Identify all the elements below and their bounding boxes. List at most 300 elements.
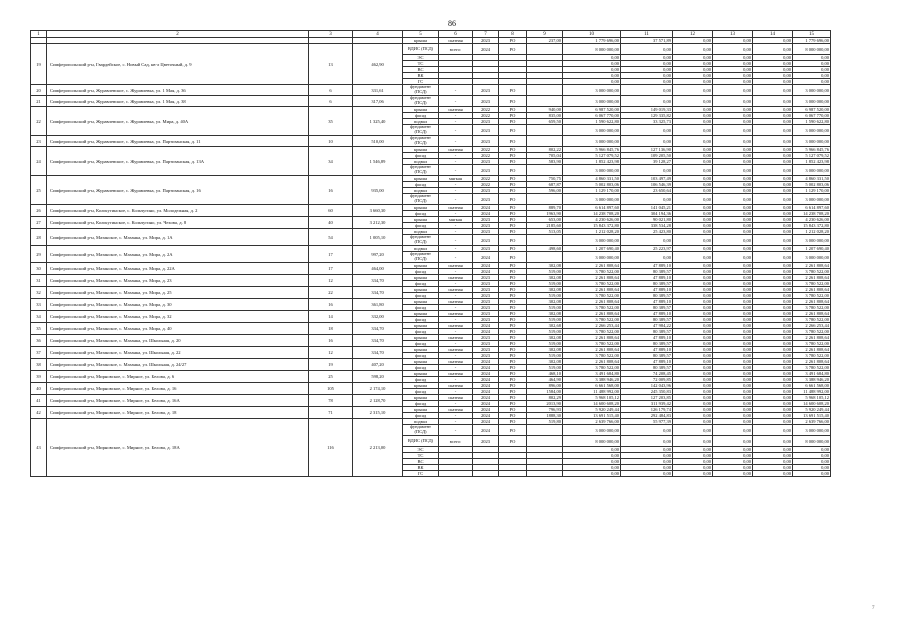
table-cell: 2024 bbox=[473, 211, 499, 217]
table-cell: 0,00 bbox=[673, 347, 713, 353]
work-type-cell: ВДИС (ПСД) bbox=[403, 44, 439, 55]
table-cell: 8 000 000,00 bbox=[793, 436, 831, 447]
table-cell: 0,00 bbox=[713, 147, 753, 153]
work-type-cell: ЭС bbox=[403, 55, 439, 61]
table-cell: 0,00 bbox=[753, 317, 793, 323]
table-cell: 0,00 bbox=[753, 147, 793, 153]
table-cell: 0,00 bbox=[713, 211, 753, 217]
table-cell: 237,00 bbox=[527, 38, 563, 44]
table-cell: 0,00 bbox=[753, 383, 793, 389]
table-cell: РО bbox=[499, 335, 527, 341]
table-cell: 498,60 bbox=[527, 246, 563, 252]
table-cell: 0,00 bbox=[753, 269, 793, 275]
table-cell bbox=[527, 96, 563, 107]
table-cell: - bbox=[439, 252, 473, 263]
table-cell: 2023 bbox=[473, 299, 499, 305]
table-cell: 0,00 bbox=[713, 436, 753, 447]
table-cell: 519,00 bbox=[527, 317, 563, 323]
table-cell: 80 389,57 bbox=[621, 329, 673, 335]
table-cell: 0,00 bbox=[673, 305, 713, 311]
table-cell: 0,00 bbox=[713, 263, 753, 269]
table-cell: 0,00 bbox=[713, 419, 753, 425]
row-number: 25 bbox=[31, 176, 47, 205]
table-cell: 0,00 bbox=[753, 96, 793, 107]
table-cell: 3 491 684,80 bbox=[793, 371, 831, 377]
col3-cell: 16 bbox=[309, 335, 353, 347]
capital-repair-table bbox=[30, 30, 831, 477]
table-cell: 2 261 808,64 bbox=[563, 275, 621, 281]
table-cell: 0,00 bbox=[621, 235, 673, 246]
table-cell: всего: bbox=[439, 436, 473, 447]
work-type-cell: крыша bbox=[403, 287, 439, 293]
area-cell: 1 325,40 bbox=[353, 107, 403, 136]
table-cell: 5 968 105,12 bbox=[563, 395, 621, 401]
table-cell: 0,00 bbox=[673, 67, 713, 73]
table-cell: 5 966 845,76 bbox=[563, 147, 621, 153]
area-cell: 1 005,10 bbox=[353, 229, 403, 246]
work-type-cell: подвал bbox=[403, 159, 439, 165]
table-cell: 0,00 bbox=[673, 471, 713, 477]
work-type-cell: крыша bbox=[403, 347, 439, 353]
table-cell: 0,00 bbox=[753, 413, 793, 419]
table-cell: РО bbox=[499, 395, 527, 401]
table-cell: 0,00 bbox=[753, 347, 793, 353]
work-type-cell: фасад bbox=[403, 182, 439, 188]
table-cell: РО bbox=[499, 113, 527, 119]
table-cell: 0,00 bbox=[713, 85, 753, 96]
table-cell: 2024 bbox=[473, 413, 499, 419]
table-cell: 4 860 331,50 bbox=[563, 176, 621, 182]
table-cell: 0,00 bbox=[713, 223, 753, 229]
table-cell: 80 389,57 bbox=[621, 281, 673, 287]
table-cell: 0,00 bbox=[753, 305, 793, 311]
table-cell: 2023 bbox=[473, 347, 499, 353]
table-cell: 0,00 bbox=[713, 413, 753, 419]
table-cell: 292 484,83 bbox=[621, 413, 673, 419]
table-cell: 8 000 000,00 bbox=[563, 44, 621, 55]
table-cell: 3 388 946,20 bbox=[793, 377, 831, 383]
table-cell: 3 000 000,00 bbox=[793, 194, 831, 205]
table-cell: 47 889,10 bbox=[621, 299, 673, 305]
row-number: 37 bbox=[31, 347, 47, 359]
table-cell: 80 389,57 bbox=[621, 293, 673, 299]
area-cell: 334,70 bbox=[353, 323, 403, 335]
table-cell: 0,00 bbox=[753, 287, 793, 293]
table-cell: 0,00 bbox=[753, 359, 793, 365]
row-number: 29 bbox=[31, 246, 47, 263]
table-cell: 3 780 522,00 bbox=[793, 353, 831, 359]
table-cell: 0,00 bbox=[621, 125, 673, 136]
table-cell: 0,00 bbox=[621, 194, 673, 205]
table-cell: - bbox=[439, 211, 473, 217]
table-cell: РО bbox=[499, 436, 527, 447]
table-cell: 0,00 bbox=[673, 55, 713, 61]
table-cell: 302,08 bbox=[527, 359, 563, 365]
table-cell: 0,00 bbox=[713, 252, 753, 263]
table-cell: 2024 bbox=[473, 323, 499, 329]
table-cell: РО bbox=[499, 136, 527, 147]
table-cell: 687,87 bbox=[527, 182, 563, 188]
table-cell: всего: bbox=[439, 44, 473, 55]
table-cell: 0,00 bbox=[563, 55, 621, 61]
table-cell: 2013,90 bbox=[527, 401, 563, 407]
table-cell: - bbox=[439, 136, 473, 147]
table-cell: 0,00 bbox=[673, 383, 713, 389]
table-cell: скатная bbox=[439, 383, 473, 389]
row-number: 21 bbox=[31, 96, 47, 107]
table-cell: 47 889,10 bbox=[621, 335, 673, 341]
table-cell: 5 968 105,12 bbox=[793, 395, 831, 401]
table-cell: 1888,30 bbox=[527, 413, 563, 419]
table-cell: 940,00 bbox=[527, 107, 563, 113]
col3-cell: 16 bbox=[309, 176, 353, 205]
table-cell: 0,00 bbox=[753, 365, 793, 371]
table-cell: 0,00 bbox=[713, 79, 753, 85]
work-type-cell: фасад bbox=[403, 341, 439, 347]
table-cell: РО bbox=[499, 287, 527, 293]
table-cell: 0,00 bbox=[673, 223, 713, 229]
table-cell: 468,10 bbox=[527, 371, 563, 377]
table-cell: РО bbox=[499, 182, 527, 188]
work-type-cell: фасад bbox=[403, 293, 439, 299]
table-cell: 2024 bbox=[473, 365, 499, 371]
table-cell: 0,00 bbox=[673, 176, 713, 182]
table-cell: 2024 bbox=[473, 269, 499, 275]
work-type-cell: крыша bbox=[403, 147, 439, 153]
table-cell: РО bbox=[499, 299, 527, 305]
work-type-cell: фундамент (ПСД) bbox=[403, 85, 439, 96]
work-type-cell: фасад bbox=[403, 269, 439, 275]
table-cell: 0,00 bbox=[753, 293, 793, 299]
table-cell: 0,00 bbox=[753, 246, 793, 252]
table-cell: 0,00 bbox=[673, 85, 713, 96]
table-cell: 0,00 bbox=[673, 235, 713, 246]
table-cell: скатная bbox=[439, 311, 473, 317]
table-cell: - bbox=[439, 96, 473, 107]
row-number: 22 bbox=[31, 107, 47, 136]
table-cell: 596,00 bbox=[527, 188, 563, 194]
table-cell: 0,00 bbox=[563, 471, 621, 477]
table-cell: 0,00 bbox=[621, 85, 673, 96]
table-cell: 2023 bbox=[473, 159, 499, 165]
table-cell: 0,00 bbox=[793, 459, 831, 465]
table-cell: 0,00 bbox=[713, 453, 753, 459]
table-cell: - bbox=[439, 223, 473, 229]
table-cell: РО bbox=[499, 235, 527, 246]
work-type-cell: фундамент (ПСД) bbox=[403, 425, 439, 436]
table-cell: - bbox=[439, 153, 473, 159]
table-cell: 0,00 bbox=[673, 229, 713, 235]
table-cell: РО bbox=[499, 119, 527, 125]
table-cell: 0,00 bbox=[753, 389, 793, 395]
table-cell: 1 852 423,98 bbox=[563, 159, 621, 165]
table-cell: - bbox=[439, 305, 473, 311]
table-cell: РО bbox=[499, 188, 527, 194]
table-cell: - bbox=[439, 413, 473, 419]
table-cell: 5 920 249,44 bbox=[563, 407, 621, 413]
table-cell: 0,00 bbox=[753, 311, 793, 317]
table-cell: РО bbox=[499, 85, 527, 96]
work-type-cell: фундамент (ПСД) bbox=[403, 235, 439, 246]
table-cell: 0,00 bbox=[753, 125, 793, 136]
col3-cell: 60 bbox=[309, 205, 353, 217]
table-cell: 0,00 bbox=[713, 235, 753, 246]
row-number: 38 bbox=[31, 359, 47, 371]
work-type-cell: крыша bbox=[403, 311, 439, 317]
address-cell: Симферопольский р-н, Кольчугинское, с. Кольчугино, ул. Молодежная, д. 2 bbox=[47, 205, 309, 217]
table-cell: 2024 bbox=[473, 252, 499, 263]
table-cell: 2 266 253,44 bbox=[793, 323, 831, 329]
table-cell: 0,00 bbox=[673, 413, 713, 419]
table-cell: 0,00 bbox=[793, 67, 831, 73]
table-cell: 4 860 331,50 bbox=[793, 176, 831, 182]
table-cell: РО bbox=[499, 347, 527, 353]
address-cell: Симферопольский р-н, Журавлевское, с. Журавлевка, ул. Мира, д. 40А bbox=[47, 107, 309, 136]
table-cell: 802,22 bbox=[527, 147, 563, 153]
table-cell: 3 000 000,00 bbox=[563, 136, 621, 147]
address-cell: Симферопольский р-н, Мазанское, с. Мазанка, ул. Мира, д. 22А bbox=[47, 263, 309, 275]
table-cell: 519,00 bbox=[527, 365, 563, 371]
table-cell: 0,00 bbox=[621, 459, 673, 465]
work-type-cell: крыша bbox=[403, 335, 439, 341]
work-type-cell: ГС bbox=[403, 471, 439, 477]
address-cell: Симферопольский р-н, Мазанское, с. Мазанка, ул. Мира, д. 40 bbox=[47, 323, 309, 335]
table-cell: 3 000 000,00 bbox=[563, 165, 621, 176]
table-cell: 0,00 bbox=[563, 67, 621, 73]
table-cell: РО bbox=[499, 159, 527, 165]
table-cell: 1 590 622,80 bbox=[563, 119, 621, 125]
area-cell: 334,70 bbox=[353, 347, 403, 359]
table-cell: 0,00 bbox=[713, 365, 753, 371]
work-type-cell: фундамент (ПСД) bbox=[403, 125, 439, 136]
table-cell: 0,00 bbox=[621, 453, 673, 459]
table-cell: 0,00 bbox=[673, 459, 713, 465]
area-cell: 334,70 bbox=[353, 335, 403, 347]
table-cell: 47 889,10 bbox=[621, 347, 673, 353]
row-number: 40 bbox=[31, 383, 47, 395]
col3-cell: 18 bbox=[309, 323, 353, 335]
table-cell: РО bbox=[499, 217, 527, 223]
table-cell: 0,00 bbox=[713, 377, 753, 383]
table-cell: 47 889,10 bbox=[621, 359, 673, 365]
table-cell: 0,00 bbox=[713, 293, 753, 299]
table-cell: 2024 bbox=[473, 205, 499, 211]
row-number: 41 bbox=[31, 395, 47, 407]
table-cell: скатная bbox=[439, 275, 473, 281]
table-cell: 4 230 626,00 bbox=[793, 217, 831, 223]
table-cell: 13 691 515,40 bbox=[563, 413, 621, 419]
table-cell: 0,00 bbox=[753, 107, 793, 113]
table-cell: 0,00 bbox=[621, 79, 673, 85]
table-cell: 0,00 bbox=[673, 365, 713, 371]
work-type-cell: подвал bbox=[403, 188, 439, 194]
table-cell: РО bbox=[499, 275, 527, 281]
table-cell: 0,00 bbox=[793, 61, 831, 67]
table-cell: 0,00 bbox=[563, 73, 621, 79]
table-cell: 0,00 bbox=[753, 182, 793, 188]
table-cell: 245 350,83 bbox=[621, 389, 673, 395]
table-cell: РО bbox=[499, 107, 527, 113]
table-cell: 0,00 bbox=[621, 55, 673, 61]
row-number: 20 bbox=[31, 85, 47, 96]
row-number: 35 bbox=[31, 323, 47, 335]
table-cell: РО bbox=[499, 377, 527, 383]
table-cell: 0,00 bbox=[673, 107, 713, 113]
table-cell: скатная bbox=[439, 205, 473, 211]
table-cell: 39 128,27 bbox=[621, 159, 673, 165]
column-header: 11 bbox=[621, 31, 673, 38]
work-type-cell: фасад bbox=[403, 401, 439, 407]
table-cell: 0,00 bbox=[753, 85, 793, 96]
table-cell: 0,00 bbox=[673, 395, 713, 401]
area-cell: 317,06 bbox=[353, 96, 403, 107]
table-cell: 0,00 bbox=[713, 401, 753, 407]
table-cell: РО bbox=[499, 365, 527, 371]
table-cell: 2023 bbox=[473, 188, 499, 194]
table-cell: 6 614 897,60 bbox=[793, 205, 831, 211]
table-cell: 796,93 bbox=[527, 407, 563, 413]
table-cell: 0,00 bbox=[753, 217, 793, 223]
table-cell: 0,00 bbox=[753, 252, 793, 263]
col3-cell: 12 bbox=[309, 347, 353, 359]
table-cell: 0,00 bbox=[753, 371, 793, 377]
row-number: 36 bbox=[31, 335, 47, 347]
table-cell: 5 002 803,06 bbox=[563, 182, 621, 188]
table-cell: скатная bbox=[439, 335, 473, 341]
address-cell: Симферопольский р-н, Мазанское, с. Мазанка, ул. Мира, д. 2А bbox=[47, 246, 309, 263]
table-cell: - bbox=[439, 229, 473, 235]
table-cell: 0,00 bbox=[713, 465, 753, 471]
table-cell: 0,00 bbox=[713, 194, 753, 205]
table-cell: 3 780 522,00 bbox=[563, 305, 621, 311]
table-cell: РО bbox=[499, 165, 527, 176]
table-cell: 47 889,10 bbox=[621, 311, 673, 317]
table-cell bbox=[527, 194, 563, 205]
table-cell: 0,00 bbox=[753, 353, 793, 359]
address-cell: Симферопольский р-н, Мазанское, с. Мазанка, ул. Школьная, д. 22 bbox=[47, 347, 309, 359]
table-cell: 2 261 808,64 bbox=[793, 359, 831, 365]
table-cell: 47 889,10 bbox=[621, 287, 673, 293]
table-cell: 0,00 bbox=[621, 96, 673, 107]
table-cell: 90 021,80 bbox=[621, 217, 673, 223]
table-cell: скатная bbox=[439, 371, 473, 377]
work-type-cell: крыша bbox=[403, 299, 439, 305]
table-cell: 2024 bbox=[473, 263, 499, 269]
work-type-cell: ТС bbox=[403, 61, 439, 67]
table-cell: 0,00 bbox=[713, 159, 753, 165]
table-cell: РО bbox=[499, 383, 527, 389]
table-cell: 3 780 522,00 bbox=[793, 317, 831, 323]
header-row bbox=[31, 31, 831, 38]
table-cell: 0,00 bbox=[753, 275, 793, 281]
table-cell: 2023 bbox=[473, 275, 499, 281]
col3-cell: 22 bbox=[309, 287, 353, 299]
table-cell: 519,00 bbox=[527, 353, 563, 359]
table-cell: 0,00 bbox=[673, 205, 713, 211]
column-header: 3 bbox=[309, 31, 353, 38]
table-cell: - bbox=[439, 317, 473, 323]
table-cell: 302,08 bbox=[527, 335, 563, 341]
table-cell: 2023 bbox=[473, 353, 499, 359]
table-cell: 1 212 028,20 bbox=[793, 229, 831, 235]
table-cell: 13 691 515,40 bbox=[793, 413, 831, 419]
work-type-cell: фундамент (ПСД) bbox=[403, 136, 439, 147]
table-cell: 1 590 622,80 bbox=[793, 119, 831, 125]
table-cell: 6 614 897,60 bbox=[563, 205, 621, 211]
table-cell: 80 389,57 bbox=[621, 317, 673, 323]
table-cell: 0,00 bbox=[713, 425, 753, 436]
row-number: 34 bbox=[31, 311, 47, 323]
work-type-cell: крыша bbox=[403, 275, 439, 281]
table-cell: РО bbox=[499, 229, 527, 235]
table-cell: 0,00 bbox=[793, 447, 831, 453]
table-cell: 2022 bbox=[473, 176, 499, 182]
table-cell: - bbox=[439, 159, 473, 165]
table-cell: 3 000 000,00 bbox=[793, 165, 831, 176]
table-cell: 302,08 bbox=[527, 299, 563, 305]
table-cell: скатная bbox=[439, 263, 473, 269]
table-cell: 74 208,45 bbox=[621, 371, 673, 377]
table-cell: 0,00 bbox=[621, 436, 673, 447]
column-header: 7 bbox=[473, 31, 499, 38]
table-cell: 2023 bbox=[473, 229, 499, 235]
table-cell: 129 335,82 bbox=[621, 113, 673, 119]
area-cell: 462,90 bbox=[353, 44, 403, 85]
table-cell: 302,08 bbox=[527, 347, 563, 353]
area-cell: 997,20 bbox=[353, 246, 403, 263]
column-header: 12 bbox=[673, 31, 713, 38]
row-number: 26 bbox=[31, 205, 47, 217]
table-cell: 3 000 000,00 bbox=[793, 125, 831, 136]
row-number: 32 bbox=[31, 287, 47, 299]
table-cell: 0,00 bbox=[713, 44, 753, 55]
table-cell: 8 000 000,00 bbox=[793, 44, 831, 55]
table-cell: 0,00 bbox=[713, 311, 753, 317]
table-cell: - bbox=[439, 119, 473, 125]
table-cell: 0,00 bbox=[673, 269, 713, 275]
table-cell: 302,68 bbox=[527, 323, 563, 329]
work-type-cell: фасад bbox=[403, 317, 439, 323]
work-type-cell: фасад bbox=[403, 365, 439, 371]
table-cell: 896,00 bbox=[527, 383, 563, 389]
table-cell: 2024 bbox=[473, 425, 499, 436]
address-cell: Симферопольский р-н, Гвардейское, с. Новый Сад, кв-л Цветочный, д. 9 bbox=[47, 44, 309, 85]
table-cell: 0,00 bbox=[753, 79, 793, 85]
table-cell: 11 488 992,00 bbox=[793, 389, 831, 395]
table-cell: - bbox=[439, 165, 473, 176]
table-cell: 103 497,49 bbox=[621, 176, 673, 182]
table-cell: 0,00 bbox=[621, 136, 673, 147]
table-cell: 2024 bbox=[473, 383, 499, 389]
table-cell: скатная bbox=[439, 107, 473, 113]
table-cell: 3 780 522,00 bbox=[793, 269, 831, 275]
col3-cell: 17 bbox=[309, 263, 353, 275]
table-cell: 2023 bbox=[473, 96, 499, 107]
table-cell: 55 977,39 bbox=[621, 419, 673, 425]
table-cell: 2 261 808,64 bbox=[793, 299, 831, 305]
work-type-cell: крыша bbox=[403, 107, 439, 113]
table-cell: 0,00 bbox=[673, 38, 713, 44]
table-cell: 0,00 bbox=[673, 182, 713, 188]
table-cell: 0,00 bbox=[753, 113, 793, 119]
table-cell: скатная bbox=[439, 287, 473, 293]
table-cell: 2023 bbox=[473, 281, 499, 287]
table-cell: 3 780 522,00 bbox=[793, 293, 831, 299]
table-cell: - bbox=[439, 194, 473, 205]
table-cell: 0,00 bbox=[621, 44, 673, 55]
col3-cell: 12 bbox=[309, 275, 353, 287]
table-cell: РО bbox=[499, 359, 527, 365]
